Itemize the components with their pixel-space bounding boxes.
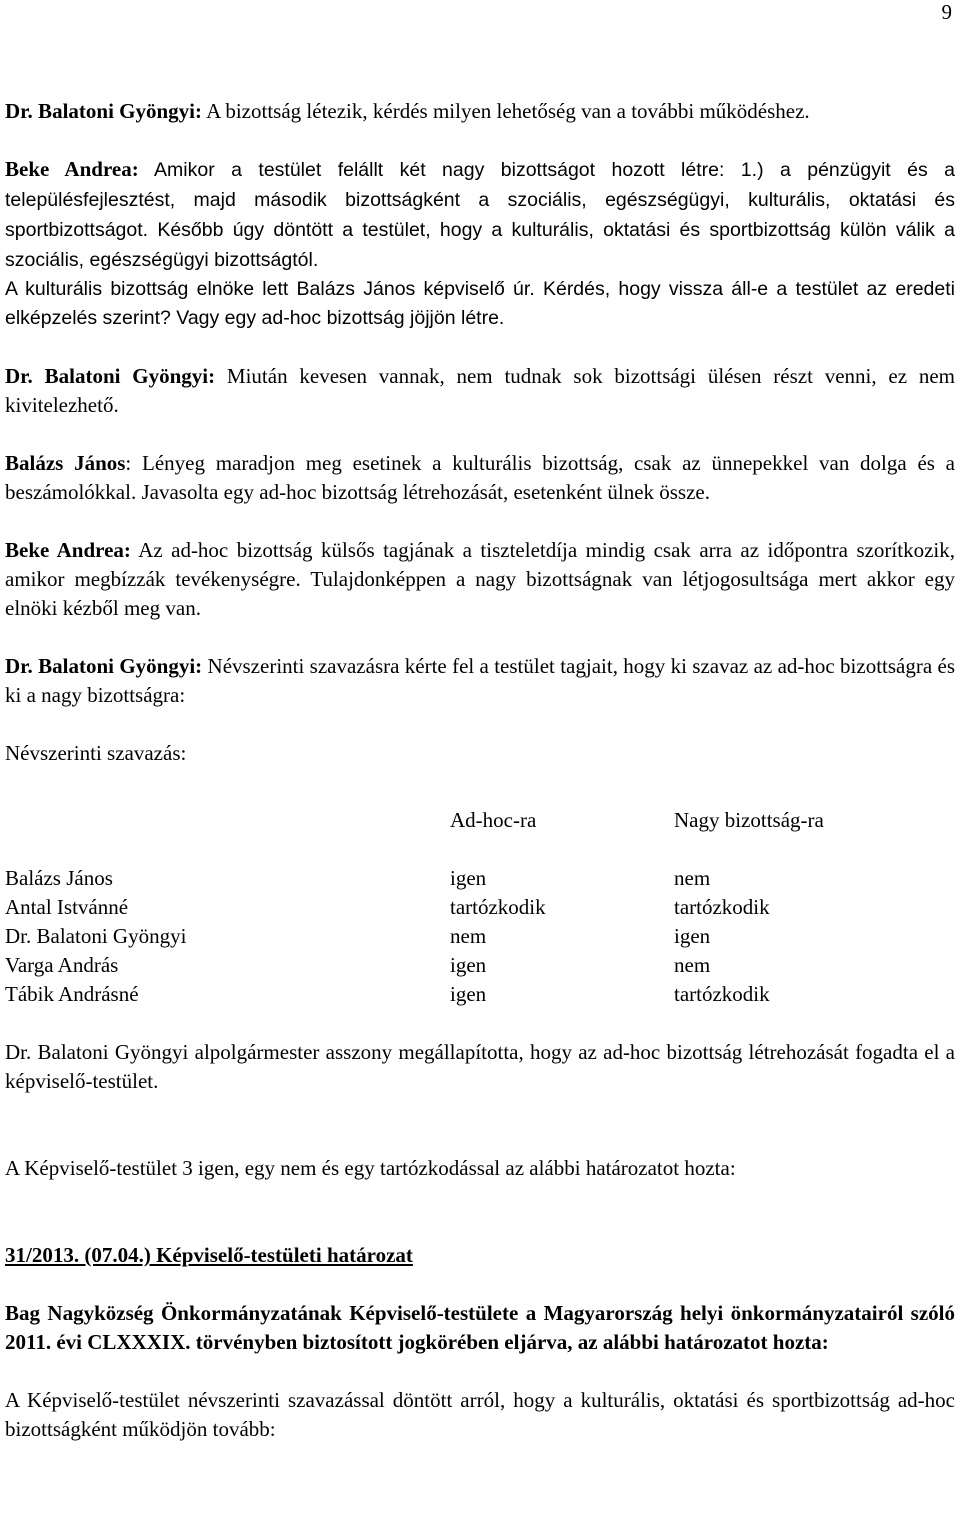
vote-adhoc: tartózkodik bbox=[450, 895, 546, 919]
speaker-name: Beke Andrea: bbox=[5, 157, 139, 181]
paragraph-vote-result: A Képviselő-testület 3 igen, egy nem és egy tartózkodással az alábbi határozatot hozta: bbox=[5, 1156, 736, 1180]
vote-nagy: igen bbox=[674, 924, 711, 948]
vote-nagy: nem bbox=[674, 866, 711, 890]
paragraph-text: Névszerinti szavazásra kérte fel a testület tagjait, hogy ki szavaz az ad-hoc bizottságra és ki a nagy bizottságra: bbox=[5, 654, 956, 707]
paragraph-beke-1 bbox=[5, 155, 955, 275]
vote-row bbox=[5, 922, 824, 951]
paragraph-balazs-1 bbox=[5, 449, 955, 507]
paragraph-text: Miután kevesen vannak, nem tudnak sok bizottsági ülésen részt venni, ez nem kivitelezhető. bbox=[5, 364, 956, 417]
vote-nagy: tartózkodik bbox=[674, 895, 770, 919]
speaker-name: Beke Andrea: bbox=[5, 538, 131, 562]
speaker-name: Dr. Balatoni Gyöngyi: bbox=[5, 364, 216, 388]
paragraph-balatoni-1 bbox=[5, 97, 955, 126]
resolution-text: A Képviselő-testület névszerinti szavazással döntött arról, hogy a kulturális, oktatási és sportbizottság ad-hoc bizottságként működjön tovább: bbox=[5, 1388, 955, 1441]
vote-adhoc: igen bbox=[450, 982, 487, 1006]
vote-row bbox=[5, 980, 824, 1009]
resolution-title: 31/2013. (07.04.) Képviselő-testületi határozat bbox=[5, 1243, 413, 1267]
vote-adhoc: igen bbox=[450, 953, 487, 977]
paragraph-balatoni-2 bbox=[5, 362, 955, 420]
paragraph-text: : Lényeg maradjon meg esetinek a kulturális bizottság, csak az ünnepekkel van dolga és a beszámolókkal. Javasolta egy ad-hoc bizottság létrehozását, esetenként ülnek össze. bbox=[5, 451, 955, 504]
speaker-name: Dr. Balatoni Gyöngyi: bbox=[5, 99, 202, 123]
document-body bbox=[5, 97, 955, 1444]
header-nagy: Nagy bizottság-ra bbox=[674, 808, 824, 832]
paragraph-beke-2 bbox=[5, 536, 955, 623]
vote-row bbox=[5, 864, 824, 893]
vote-name: Antal Istvánné bbox=[5, 895, 129, 919]
vote-row bbox=[5, 893, 824, 922]
vote-name: Varga András bbox=[5, 953, 119, 977]
resolution-preamble: Bag Nagyközség Önkormányzatának Képviselő-testülete a Magyarország helyi önkormányzatairól szóló 2011. évi CLXXXIX. törvényben biztosított jogkörében eljárva, az alábbi határozatot hozta: bbox=[5, 1301, 955, 1354]
speaker-name: Dr. Balatoni Gyöngyi: bbox=[5, 654, 203, 678]
vote-nagy: tartózkodik bbox=[674, 982, 770, 1006]
paragraph-text: Amikor a testület felállt két nagy bizottságot hozott létre: 1.) a pénzügyit és a településfejlesztést, majd második bizottságként a szociális, egészségügyi, kulturális, oktatási és sportbizottságot. Később úgy döntött a testület, hogy a kulturális, oktatási és sportbizottság külön válik a szociális, egészségügyi bizottságtól. bbox=[5, 159, 955, 271]
header-adhoc: Ad-hoc-ra bbox=[450, 808, 537, 832]
paragraph-text: A bizottság létezik, kérdés milyen lehetőség van a további működéshez. bbox=[202, 99, 810, 123]
paragraph-balatoni-3 bbox=[5, 652, 955, 710]
speaker-name: Balázs János bbox=[5, 451, 126, 475]
vote-table-header bbox=[5, 806, 824, 864]
paragraph-text: Az ad-hoc bizottság külsős tagjának a tiszteletdíja mindig csak arra az időpontra szorítkozik, amikor megbízzák tevékenységre. Tulajdonképpen a nagy bizottságnak van létjogosultsága mert akkor egy elnöki kézből meg van. bbox=[5, 538, 956, 620]
vote-row bbox=[5, 951, 824, 980]
vote-name: Dr. Balatoni Gyöngyi bbox=[5, 924, 187, 948]
page-number: 9 bbox=[941, 0, 952, 24]
vote-name: Balázs János bbox=[5, 866, 113, 890]
vote-table bbox=[5, 806, 824, 1009]
paragraph-conclusion: Dr. Balatoni Gyöngyi alpolgármester asszony megállapította, hogy az ad-hoc bizottság létrehozását fogadta el a képviselő-testület. bbox=[5, 1040, 955, 1093]
vote-name: Tábik Andrásné bbox=[5, 982, 139, 1006]
vote-adhoc: nem bbox=[450, 924, 487, 948]
vote-nagy: nem bbox=[674, 953, 711, 977]
header-blank bbox=[5, 806, 450, 864]
vote-adhoc: igen bbox=[450, 866, 487, 890]
paragraph-beke-1-cont: A kulturális bizottság elnöke lett Balázs János képviselő úr. Kérdés, hogy vissza áll-e a testület az eredeti elképzelés szerint? Vagy egy ad-hoc bizottság jöjjön létre. bbox=[5, 278, 955, 329]
vote-heading: Névszerinti szavazás: bbox=[5, 741, 187, 765]
